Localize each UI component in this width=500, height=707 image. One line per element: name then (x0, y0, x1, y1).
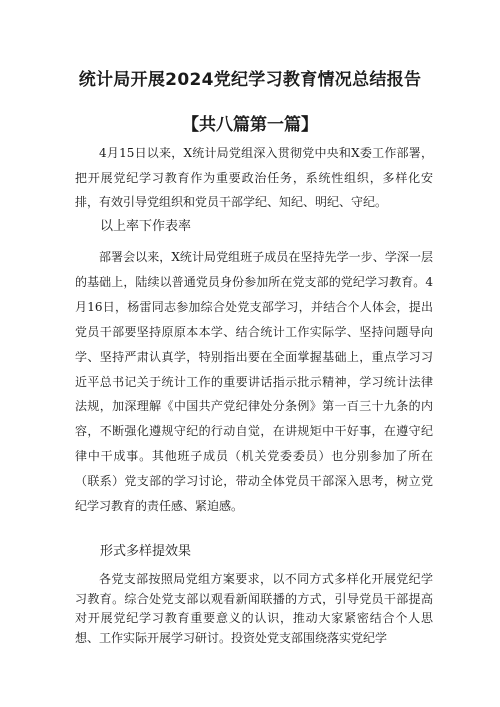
diverse-forms-paragraph: 各党支部按照局党组方案要求，以不同方式多样化开展党纪学习教育。综合处党支部以观看新闻联播的方式，引导党员干部提高对开展党纪学习教育重要意义的认识，推动大家紧密结合个人思想、工作实际开展学习研讨。投资处党支部围绕落实党纪学 (75, 572, 433, 645)
section-heading-leadership: 以上率下作表率 (100, 219, 192, 234)
leadership-paragraph: 部署会以来，X统计局党组班子成员在坚持先学一步、学深一层的基础上，陆续以普通党员身份参加所在党支部的党纪学习教育。4月16日，杨雷同志参加综合处党支部学习，并结合个人体会，提出党员干部要坚持原原本本学、结合统计工作实际学、坚持问题导向学、坚持严肃认真学，特别指出要在全面掌握基础上，重点学习习近平总书记关于统计工作的重要讲话指示批示精神，学习统计法律法规，加深理解《中国共产党纪律处分条例》第一百三十九条的内容，不断强化遵规守纪的行动自觉，在讲规矩中干好事，在遵守纪律中干成事。其他班子成员（机关党委委员）也分别参加了所在（联系）党支部的学习讨论，带动全体党员干部深入思考，树立党纪学习教育的责任感、紧迫感。 (75, 250, 433, 514)
document-subtitle: 【共八篇第一篇】 (182, 115, 318, 135)
section-heading-diverse-forms: 形式多样提效果 (100, 544, 192, 559)
document-title: 统计局开展2024党纪学习教育情况总结报告 (78, 70, 422, 90)
intro-paragraph: 4月15日以来，X统计局党组深入贯彻党中央和X委工作部署，把开展党纪学习教育作为重要政治任务，系统性组织，多样化安排，有效引导党组织和党员干部学纪、知纪、明纪、守纪。 (75, 146, 433, 209)
